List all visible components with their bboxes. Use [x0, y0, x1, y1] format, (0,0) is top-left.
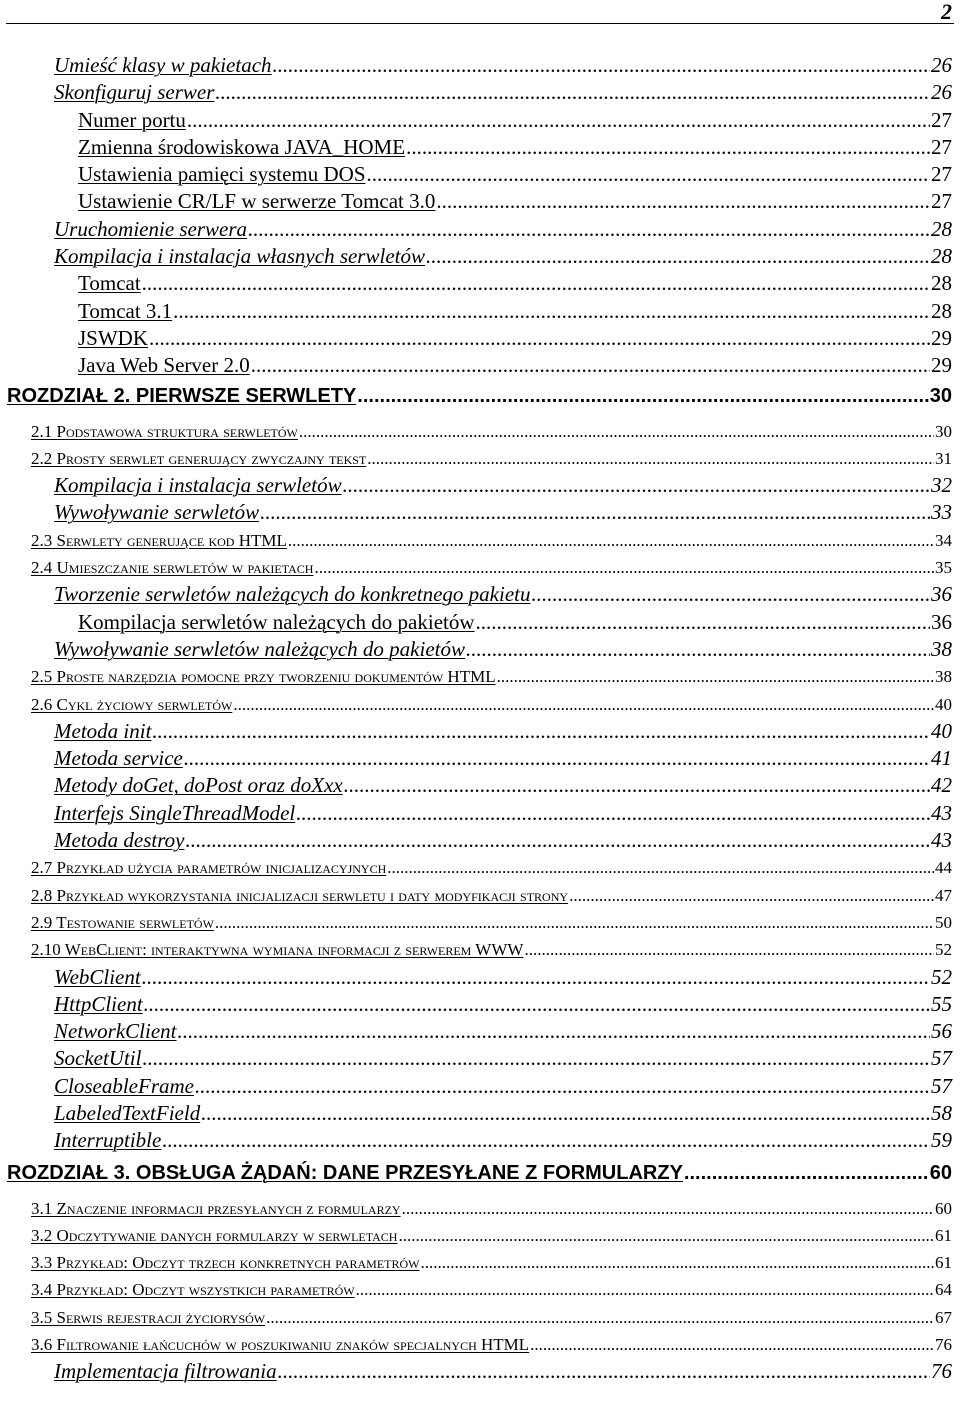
toc-entry[interactable] — [0, 216, 960, 243]
toc-entry-page: 55 — [931, 991, 952, 1016]
dot-leader — [142, 1045, 930, 1072]
dot-leader — [215, 79, 930, 106]
dot-leader — [367, 161, 930, 188]
dot-leader — [215, 909, 934, 936]
toc-entry[interactable] — [0, 636, 960, 663]
toc-entry-title[interactable]: NetworkClient — [54, 1019, 177, 1044]
dot-leader — [149, 325, 930, 352]
toc-entry-page: 58 — [931, 1100, 952, 1125]
toc-entry-title[interactable]: Wywoływanie serwletów należących do pakietów — [54, 636, 465, 661]
dot-leader — [178, 1018, 931, 1045]
toc-entry-page: 57 — [931, 1046, 952, 1071]
toc-entry[interactable] — [0, 609, 960, 636]
toc-entry[interactable] — [0, 1100, 960, 1127]
toc-entry-title[interactable]: Metoda service — [54, 746, 183, 771]
toc-entry-page: 32 — [931, 473, 952, 498]
toc-entry[interactable] — [0, 418, 960, 445]
toc-entry-page: 52 — [935, 940, 952, 960]
dot-leader — [684, 1155, 929, 1191]
toc-entry[interactable] — [0, 1249, 960, 1276]
toc-entry[interactable] — [0, 964, 960, 991]
dot-leader — [162, 1127, 930, 1154]
toc-entry-page: 40 — [931, 718, 952, 743]
toc-entry[interactable] — [0, 854, 960, 881]
toc-entry[interactable] — [0, 325, 960, 352]
page-number: 2 — [941, 0, 952, 24]
toc-entry[interactable] — [0, 827, 960, 854]
toc-entry-title[interactable]: Metoda destroy — [54, 828, 185, 853]
dot-leader — [173, 298, 930, 325]
dot-leader — [142, 964, 930, 991]
dot-leader — [185, 827, 930, 854]
toc-entry-title[interactable]: Ustawienie CR/LF w serwerze Tomcat 3.0 — [78, 189, 436, 214]
toc-entry-title[interactable]: SocketUtil — [54, 1046, 142, 1071]
toc-entry-page: 61 — [935, 1225, 952, 1245]
dot-leader — [357, 380, 928, 412]
toc-entry[interactable] — [0, 1358, 960, 1385]
toc-entry[interactable] — [0, 161, 960, 188]
toc-entry-title[interactable]: Java Web Server 2.0 — [78, 353, 250, 378]
dot-leader — [524, 936, 934, 963]
toc-entry-page: 57 — [931, 1073, 952, 1098]
toc-entry-page: 34 — [935, 530, 952, 550]
toc-entry[interactable] — [0, 188, 960, 215]
toc-entry-page: 52 — [931, 964, 952, 989]
dot-leader — [248, 216, 930, 243]
toc-entry-title[interactable]: 3.1 Znaczenie informacji przesyłanych z formularzy — [31, 1198, 401, 1218]
dot-leader — [144, 991, 930, 1018]
dot-leader — [266, 1304, 934, 1331]
toc-entry-title[interactable]: Umieść klasy w pakietach — [54, 53, 272, 77]
toc-entry[interactable] — [0, 718, 960, 745]
toc-entry-page: 61 — [935, 1253, 952, 1273]
toc-entry-page: 50 — [935, 912, 952, 932]
dot-leader — [233, 691, 934, 718]
toc-entry-page: 43 — [931, 828, 952, 853]
dot-leader — [426, 243, 930, 270]
toc-entry-page: 60 — [929, 1161, 952, 1184]
dot-leader — [187, 107, 930, 134]
toc-entry-page: 42 — [931, 773, 952, 798]
toc-entry[interactable] — [0, 691, 960, 718]
toc-entry[interactable] — [0, 991, 960, 1018]
toc-entry-page: 47 — [935, 885, 952, 905]
toc-entry-title[interactable]: 3.6 Filtrowanie łańcuchów w poszukiwaniu znaków specjalnych HTML — [31, 1335, 530, 1355]
toc-entry-title[interactable]: Uruchomienie serwera — [54, 216, 248, 241]
toc-entry-title[interactable]: Metody doGet, doPost oraz doXxx — [54, 773, 343, 798]
toc-entry-title[interactable]: 2.7 Przykład użycia parametrów inicjalizacyjnych — [31, 858, 387, 878]
header-rule — [6, 23, 954, 24]
toc-entry-title[interactable]: 2.4 Umieszczanie serwletów w pakietach — [31, 558, 314, 578]
toc-entry[interactable] — [0, 243, 960, 270]
toc-entry-page: 76 — [931, 1359, 952, 1384]
dot-leader — [436, 188, 930, 215]
toc-entry-title[interactable]: Kompilacja i instalacja własnych serwletów — [54, 244, 425, 269]
dot-leader — [273, 52, 930, 79]
toc-entry-page: 43 — [931, 800, 952, 825]
toc-entry[interactable] — [0, 1276, 960, 1303]
toc-entry-title[interactable]: CloseableFrame — [54, 1073, 194, 1098]
toc-entry[interactable] — [0, 1155, 960, 1195]
dot-leader — [195, 1073, 930, 1100]
toc-entry[interactable] — [0, 527, 960, 554]
toc-entry[interactable] — [0, 472, 960, 499]
dot-leader — [569, 882, 934, 909]
toc-entry-page: 29 — [931, 353, 952, 378]
toc-entry-page: 30 — [929, 384, 952, 407]
toc-entry-page: 41 — [931, 746, 952, 771]
dot-leader — [344, 772, 930, 799]
table-of-contents — [0, 52, 960, 1386]
dot-leader — [531, 581, 930, 608]
dot-leader — [387, 854, 934, 881]
toc-entry[interactable] — [0, 800, 960, 827]
toc-entry-page: 38 — [931, 636, 952, 661]
dot-leader — [152, 718, 930, 745]
toc-entry-title[interactable]: ROZDZIAŁ 2. PIERWSZE SERWLETY — [7, 384, 357, 407]
toc-entry-page: 26 — [931, 80, 952, 105]
toc-entry[interactable] — [0, 936, 960, 963]
toc-entry-title[interactable]: 2.8 Przykład wykorzystania inicjalizacji serwletu i daty modyfikacji strony — [31, 885, 569, 905]
toc-entry-title[interactable]: 2.2 Prosty serwlet generujący zwyczajny tekst — [31, 448, 367, 468]
toc-entry-title[interactable]: Numer portu — [78, 107, 186, 132]
toc-entry-page: 35 — [935, 558, 952, 578]
toc-entry-title[interactable]: 3.5 Serwis rejestracji życiorysów — [31, 1307, 266, 1327]
dot-leader — [184, 745, 930, 772]
dot-leader — [314, 554, 934, 581]
toc-entry[interactable] — [0, 1331, 960, 1358]
toc-entry-title[interactable]: 2.1 Podstawowa struktura serwletów — [31, 421, 298, 441]
toc-entry-title[interactable]: Ustawienia pamięci systemu DOS — [78, 162, 366, 187]
toc-entry[interactable] — [0, 1304, 960, 1331]
dot-leader — [299, 418, 934, 445]
toc-entry-page: 44 — [935, 858, 952, 878]
dot-leader — [476, 609, 930, 636]
toc-entry[interactable] — [0, 352, 960, 379]
toc-entry-title[interactable]: Kompilacja serwletów należących do pakietów — [78, 609, 475, 634]
toc-entry[interactable] — [0, 1222, 960, 1249]
toc-entry-page: 67 — [935, 1307, 952, 1327]
dot-leader — [251, 352, 930, 379]
toc-entry-title[interactable]: Tomcat — [78, 271, 141, 296]
toc-entry[interactable] — [0, 79, 960, 106]
dot-leader — [497, 663, 934, 690]
dot-leader — [288, 527, 934, 554]
toc-entry[interactable] — [0, 882, 960, 909]
toc-entry-title[interactable]: 2.3 Serwlety generujące kod HTML — [31, 530, 287, 550]
dot-leader — [466, 636, 930, 663]
toc-entry[interactable] — [0, 581, 960, 608]
toc-entry-title[interactable]: 3.2 Odczytywanie danych formularzy w serwletach — [31, 1225, 398, 1245]
toc-entry-title[interactable]: Metoda init — [54, 718, 152, 743]
dot-leader — [296, 800, 930, 827]
toc-entry-page: 28 — [931, 244, 952, 269]
toc-entry[interactable] — [0, 909, 960, 936]
toc-entry-title[interactable]: Tworzenie serwletów należących do konkretnego pakietu — [54, 582, 531, 607]
toc-entry-page: 31 — [935, 448, 952, 468]
toc-entry-title[interactable]: WebClient — [54, 964, 141, 989]
toc-entry[interactable] — [0, 554, 960, 581]
toc-entry-title[interactable]: 2.6 Cykl życiowy serwletów — [31, 694, 233, 714]
toc-entry-page: 26 — [931, 53, 952, 77]
dot-leader — [530, 1331, 934, 1358]
toc-entry[interactable] — [0, 270, 960, 297]
toc-entry[interactable] — [0, 380, 960, 418]
toc-entry[interactable] — [0, 445, 960, 472]
toc-entry-title[interactable]: 3.4 Przykład: Odczyt wszystkich parametrów — [31, 1280, 355, 1300]
toc-entry-page: 27 — [931, 107, 952, 132]
dot-leader — [343, 472, 930, 499]
dot-leader — [142, 270, 930, 297]
toc-entry-title[interactable]: Wywoływanie serwletów — [54, 500, 260, 525]
toc-entry[interactable] — [0, 298, 960, 325]
toc-entry-title[interactable]: 2.10 WebClient: interaktywna wymiana informacji z serwerem WWW — [31, 940, 524, 960]
toc-entry-page: 27 — [931, 189, 952, 214]
toc-entry[interactable] — [0, 499, 960, 526]
toc-entry[interactable] — [0, 1018, 960, 1045]
toc-entry-page: 29 — [931, 325, 952, 350]
toc-entry-title[interactable]: 3.3 Przykład: Odczyt trzech konkretnych parametrów — [31, 1253, 420, 1273]
toc-entry[interactable] — [0, 1073, 960, 1100]
dot-leader — [402, 1195, 934, 1222]
toc-entry-title[interactable]: Implementacja filtrowania — [54, 1359, 277, 1384]
toc-entry-page: 76 — [935, 1335, 952, 1355]
toc-entry-page: 28 — [931, 216, 952, 241]
toc-entry-page: 38 — [935, 667, 952, 687]
toc-entry-page: 30 — [935, 421, 952, 441]
dot-leader — [406, 134, 930, 161]
toc-entry-page: 28 — [931, 271, 952, 296]
toc-entry-title[interactable]: Zmienna środowiskowa JAVA_HOME — [78, 134, 406, 159]
toc-entry-title[interactable]: ROZDZIAŁ 3. OBSŁUGA ŻĄDAŃ: DANE PRZESYŁANE Z FORMULARZY — [7, 1161, 683, 1184]
toc-entry[interactable] — [0, 1045, 960, 1072]
dot-leader — [367, 445, 934, 472]
toc-entry-title[interactable]: Interfejs SingleThreadModel — [54, 800, 296, 825]
toc-entry-title[interactable]: Skonfiguruj serwer — [54, 80, 215, 105]
toc-entry-page: 59 — [931, 1128, 952, 1153]
toc-entry-page: 60 — [935, 1198, 952, 1218]
toc-entry-page: 36 — [931, 609, 952, 634]
toc-entry-page: 64 — [935, 1280, 952, 1300]
toc-entry[interactable] — [0, 134, 960, 161]
toc-entry[interactable] — [0, 1195, 960, 1222]
toc-entry[interactable] — [0, 1127, 960, 1154]
toc-entry-page: 27 — [931, 134, 952, 159]
dot-leader — [201, 1100, 930, 1127]
toc-entry-title[interactable]: HttpClient — [54, 991, 143, 1016]
toc-entry-title[interactable]: Kompilacja i instalacja serwletów — [54, 473, 342, 498]
toc-entry-page: 28 — [931, 298, 952, 323]
dot-leader — [278, 1358, 930, 1385]
toc-entry-page: 36 — [931, 582, 952, 607]
dot-leader — [260, 499, 930, 526]
toc-entry[interactable] — [0, 772, 960, 799]
toc-entry-title[interactable]: LabeledTextField — [54, 1100, 201, 1125]
toc-entry[interactable] — [0, 107, 960, 134]
toc-entry[interactable] — [0, 745, 960, 772]
toc-entry[interactable] — [0, 52, 960, 79]
toc-entry-page: 40 — [935, 694, 952, 714]
toc-entry-title[interactable]: 2.9 Testowanie serwletów — [31, 912, 214, 932]
toc-entry-title[interactable]: Interruptible — [54, 1128, 162, 1153]
toc-entry[interactable] — [0, 663, 960, 690]
toc-entry-title[interactable]: Tomcat 3.1 — [78, 298, 173, 323]
toc-entry-title[interactable]: 2.5 Proste narzędzia pomocne przy tworzeniu dokumentów HTML — [31, 667, 496, 687]
dot-leader — [421, 1249, 934, 1276]
toc-entry-page: 27 — [931, 162, 952, 187]
dot-leader — [356, 1276, 934, 1303]
dot-leader — [398, 1222, 934, 1249]
toc-entry-page: 33 — [931, 500, 952, 525]
toc-entry-page: 56 — [931, 1019, 952, 1044]
toc-entry-title[interactable]: JSWDK — [78, 325, 149, 350]
